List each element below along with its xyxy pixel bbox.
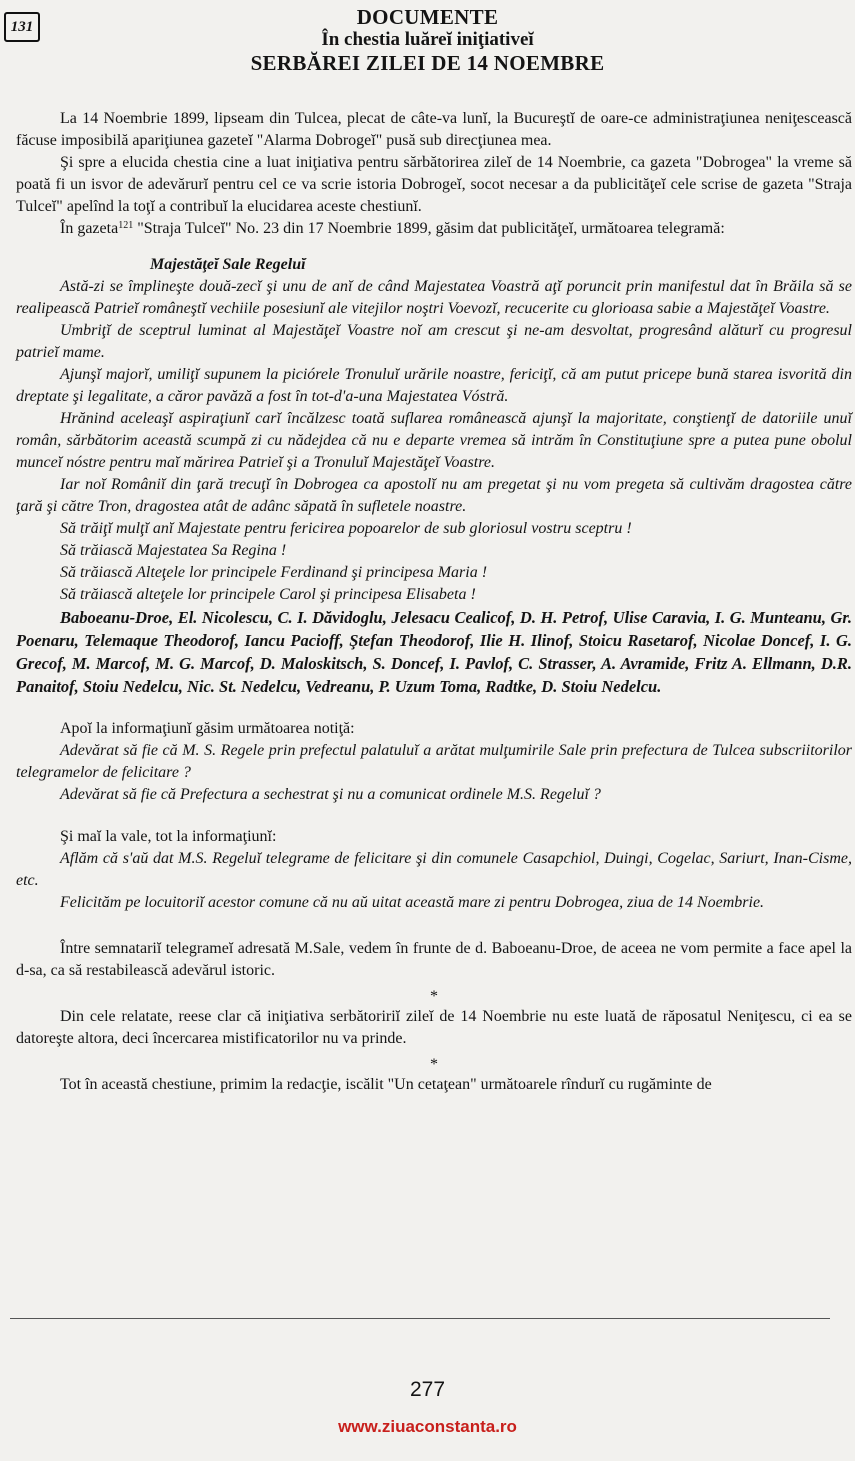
page-number: 277 [409, 1378, 446, 1401]
telegram-line: Umbriţĭ de sceptrul luminat al Majestăţeĭ Voastre noĭ am crescut şi ne-am desvoltat, progresând alăturĭ cu progresul patrieĭ mame. [16, 322, 852, 361]
telegram-line: Să trăiţĭ mulţĭ anĭ Majestate pentru fericirea popoarelor de sub gloriosul vostru sceptru ! [60, 520, 632, 537]
website-link[interactable]: www.ziuaconstanta.ro [338, 1417, 517, 1436]
spacer [16, 698, 852, 718]
spacer [16, 914, 852, 938]
note-question-1: Adevărat să fie că M. S. Regele prin prefectul palatuluĭ a arătat mulţumirile Sale prin prefectura de Tulcea subscriitorilor telegramelor de felicitare ? [16, 742, 852, 781]
telegram-line: Să trăiască Majestatea Sa Regina ! [60, 542, 287, 559]
telegram-line: Hrănind aceleaşĭ aspiraţiunĭ carĭ încălzesc toată suflarea românească ajunşĭ la majoritate, conştienţĭ de datoriile unuĭ român, sărbătorim această scumpă zi cu nădejdea că nu e departe vremea să intrăm în Constituţiune spre a putea pune obolul munceĭ nóstre pentru maĭ mărirea Patrieĭ şi a Tronuluĭ Majestăţeĭ Voastre. [16, 410, 852, 471]
paragraph-2: Şi spre a elucida chestia cine a luat iniţiativa pentru sărbătorirea zileĭ de 14 Noembrie, ca gazeta "Dobrogea" la vreme să poată fi un isvor de adevărurĭ pentru cel ce va scrie istoria Dobrogeĭ, socot necesar a da publicităţeĭ cele scrise de gazeta "Straja Tulceĭ" apelînd la toţĭ a contribuĭ la elucidarea aceste chestiunĭ. [16, 154, 852, 215]
page-badge: 131 [4, 12, 40, 42]
document-heading [200, 6, 655, 75]
heading-line-1: DOCUMENTE [356, 5, 499, 29]
section-separator: * [430, 1056, 438, 1073]
spacer [16, 806, 852, 826]
closing-paragraph-2: Din cele relatate, reese clar că iniţiativa serbătoririĭ zileĭ de 14 Noembrie nu este luată de răposatul Neniţescu, ci ea se datoreşte altora, deci încercarea mistificatorilor nu va prinde. [16, 1008, 852, 1047]
closing-paragraph-3: Tot în această chestiune, primim la redacţie, iscălit "Un cetaţean" următoarele rîndurĭ cu rugăminte de [60, 1076, 712, 1093]
paragraph-3 [16, 218, 852, 240]
telegram-signatories: Baboeanu-Droe, El. Nicolescu, C. I. Dăvidoglu, Jelesacu Cealicof, D. H. Petrof, Ulise Caravia, I. G. Munteanu, Gr. Poenaru, Telemaque Theodorof, Iancu Pacioff, Ştefan Theodorof, Ilie H. Ilinof, Stoicu Rasetarof, Nicolae Doncef, I. G. Grecof, M. Marcof, M. G. Marcof, D. Maloskitsch, S. Doncef, I. Pavlof, C. Strasser, A. Avramide, Fritz A. Ellmann, D.R. Panaitof, Stoiu Nedelcu, Nic. St. Nedelcu, Vedreanu, P. Uzum Toma, Radtke, D. Stoiu Nedelcu. [16, 608, 852, 696]
footnote-ref: 121 [118, 220, 134, 231]
paragraph-3-start: În gazeta [60, 220, 119, 237]
closing-paragraph-1: Între semnatariĭ telegrameĭ adresată M.Sale, vedem în frunte de d. Baboeanu-Droe, de aceea ne vom permite a face apel la d-sa, ca să restabilească adevărul istoric. [16, 940, 852, 979]
telegram-line: Să trăiască Alteţele lor principele Ferdinand şi principesa Maria ! [60, 564, 488, 581]
telegram-line: Iar noĭ Româniĭ din ţară trecuţĭ în Dobrogea ca apostolĭ nu am pregetat şi nu vom pregeta să cultivăm dragostea către ţară şi către Tron, dragostea atât de adânc săpată în sufletele noastre. [16, 476, 852, 515]
telegram-line: Ajunşĭ majorĭ, umiliţĭ supunem la piciórele Tronuluĭ urările noastre, fericiţĭ, că am putut pricepe bună starea isvorită din dreptate şi legalitate, a căror pavăză a fost în tot-d'a-una Majestatea Vóstră. [16, 366, 852, 405]
telegram-line: Să trăiască alteţele lor principele Carol şi principesa Elisabeta ! [60, 586, 476, 603]
footnote-divider [10, 1318, 830, 1319]
telegram-line: Astă-zi se împlineşte două-zecĭ şi unu de anĭ de când Majestatea Voastră aţĭ poruncit prin manifestul dat în Brăila să se realipească Patrieĭ româneştĭ vechiile posesiunĭ ale vitejilor noştri Voevozĭ, recucerite cu glorioasa sabie a Majestăţeĭ Voastre. [16, 278, 852, 317]
note-2: Felicităm pe locuitoriĭ acestor comune că nu aŭ uitat această mare zi pentru Dobrogea, ziua de 14 Noembrie. [60, 894, 765, 911]
notes-intro-2: Şi maĭ la vale, tot la informaţiunĭ: [60, 828, 277, 845]
paragraph-3-end: "Straja Tulceĭ" No. 23 din 17 Noembrie 1899, găsim dat publicităţeĭ, următoarea telegramă: [133, 220, 725, 237]
section-separator: * [430, 988, 438, 1005]
heading-line-3: SERBĂREI ZILEI DE 14 NOEMBRE [250, 51, 605, 75]
telegram-address: Majestăţeĭ Sale Regeluĭ [150, 256, 306, 273]
note-1: Aflăm că s'aŭ dat M.S. Regeluĭ telegrame de felicitare şi din comunele Casapchiol, Duingi, Cogelac, Sariurt, Inan-Cisme, etc. [16, 850, 852, 889]
paragraph-1: La 14 Noembrie 1899, lipseam din Tulcea, plecat de câte-va lunĭ, la Bucureştĭ de oare-ce administraţiunea neniţescească făcuse imposibilă apariţiunea gazeteĭ "Alarma Dobrogeĭ" pusă sub direcţiunea mea. [16, 110, 852, 149]
notes-intro-1: Apoĭ la informaţiunĭ găsim următoarea notiţă: [60, 720, 355, 737]
document-body [16, 108, 852, 1096]
note-question-2: Adevărat să fie că Prefectura a sechestrat şi nu a comunicat ordinele M.S. Regeluĭ ? [60, 786, 601, 803]
heading-line-2: În chestia luăreĭ iniţiativeĭ [321, 29, 534, 50]
